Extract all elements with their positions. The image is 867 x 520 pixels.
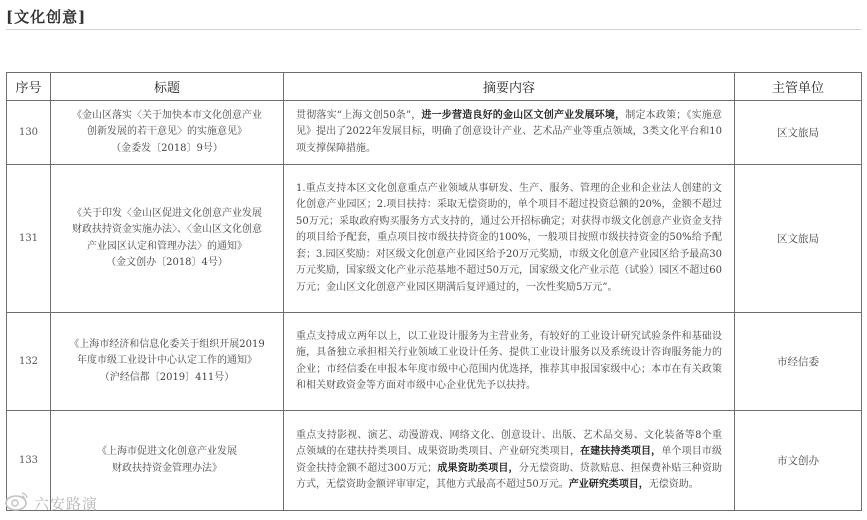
bracket-open: [	[6, 8, 15, 26]
title-line: （金委发〔2018〕9号）	[111, 142, 223, 154]
table-row	[7, 411, 862, 511]
row-title	[51, 313, 284, 411]
row-dept: 市文创办	[735, 411, 862, 511]
watermark-text: 六安路演	[34, 494, 99, 513]
summary-text: 制定本政策；《实施意见》提出了2022年发展目标，明确了创意设计产业、艺术品产业等重点领域，3类文化平台和10项支撑保障措施。	[296, 109, 723, 154]
row-no: 132	[7, 313, 51, 411]
title-line: 年度市级工业设计中心认定工作的通知》	[77, 355, 257, 367]
summary-emphasis: 进一步营造良好的金山区文创产业发展环境，	[421, 109, 626, 121]
table-header-row	[7, 73, 862, 101]
table-row	[7, 313, 862, 411]
row-dept: 区文旅局	[735, 165, 862, 313]
summary-text: 1.重点支持本区文化创意重点产业领域从事研发、生产、服务、管理的企业和企业法人创建的文化创意产业园区；2.项目扶持：采取无偿资助的，单个项目不超过投资总额的20%，金额不超过50万元；采取政府购买服务方式支持的，通过公开招标确定；对获得市级文化创意产业资金支持的项目给予配套，重点项目按市级扶持资金的100%，一般项目按照市级扶持资金的50%给予配套；3.园区奖励：对区级文化创意产业园区给予20万元奖励，市级文化创意产业园区给予最高30万元奖励，国家级文化产业示范基地不超过50万元，国家级文化产业示范（试验）园区不超过60万元；金山区文化创意产业园区期满后复评通过的，一次性奖励5万元”。	[296, 182, 722, 293]
row-summary	[284, 101, 735, 165]
header-no: 序号	[7, 73, 51, 101]
table-row	[7, 165, 862, 313]
summary-text: 分无偿资助、贷款贴息、担保费补贴三种资助方式，无偿资助金额评审审定，其他方式最高不超过50万元。	[296, 462, 723, 490]
summary-emphasis: 成果资助类项目，	[437, 462, 519, 474]
row-title	[51, 101, 284, 165]
title-line: 《关于印发〈金山区促进文化创意产业发展	[72, 207, 262, 219]
section-header	[6, 4, 861, 30]
row-no: 133	[7, 411, 51, 511]
summary-text: 重点支持成立两年以上，以工业设计服务为主营业务，有较好的工业设计研究试验条件和基础设施，具备独立承担相关行业领域工业设计任务、提供工业设计服务以及系统设计咨询服务能力的企业；市经信委在申报本年度市级中心范围内优选择，推荐其申报国家级中心；本市在有关政策和相关财政资金等方面对市级中心企业优先予以扶持。	[296, 330, 722, 391]
title-line: 创新发展的若干意见〉的实施意见》	[87, 126, 247, 138]
row-dept: 区文旅局	[735, 101, 862, 165]
title-line: 财政扶持资金管理办法》	[112, 462, 222, 474]
section-title-text: 文化创意	[14, 8, 79, 26]
row-no: 131	[7, 165, 51, 313]
row-no: 130	[7, 101, 51, 165]
title-line: 财政扶持资金实施办法〉、〈金山区文化创意	[72, 224, 262, 235]
header-dept: 主管单位	[735, 73, 862, 101]
title-line: 《上海市经济和信息化委关于组织开展2019	[69, 338, 265, 350]
title-line: 产业园区认定和管理办法〉的通知》	[87, 240, 247, 252]
row-summary	[284, 165, 735, 313]
policy-table	[6, 72, 862, 511]
summary-text: 单个项目市级资金扶持金额不超过300万元；	[296, 446, 723, 474]
row-summary	[284, 313, 735, 411]
header-title: 标题	[51, 73, 284, 101]
summary-text: 无偿资助。	[648, 479, 699, 490]
bracket-close: ]	[78, 8, 87, 26]
summary-emphasis: 产业研究类项目，	[568, 479, 649, 490]
title-line: （沪经信都〔2019〕411号）	[99, 371, 235, 383]
title-line: 《上海市促进文化创意产业发展	[97, 446, 237, 457]
title-line: （金文创办〔2018〕4号）	[106, 257, 228, 268]
row-summary	[284, 411, 735, 511]
header-summary: 摘要内容	[284, 73, 735, 101]
section-title	[6, 6, 86, 27]
row-dept: 市经信委	[735, 313, 862, 411]
watermark	[4, 490, 98, 516]
summary-emphasis: 在建扶持类项目，	[580, 446, 662, 457]
summary-text: 重点支持影视、演艺、动漫游戏、网络文化、创意设计、出版、艺术品交易、文化装备等8个重点领域的在建扶持类项目、成果资助类项目、产业研究类项目，	[296, 429, 722, 457]
row-title	[51, 165, 284, 313]
table-row	[7, 101, 862, 165]
weibo-eye-icon	[4, 490, 30, 516]
title-line: 《金山区落实〈关于加快本市文化创意产业	[72, 109, 262, 121]
summary-text: 贯彻落实“上海文创50条”，	[296, 109, 422, 121]
